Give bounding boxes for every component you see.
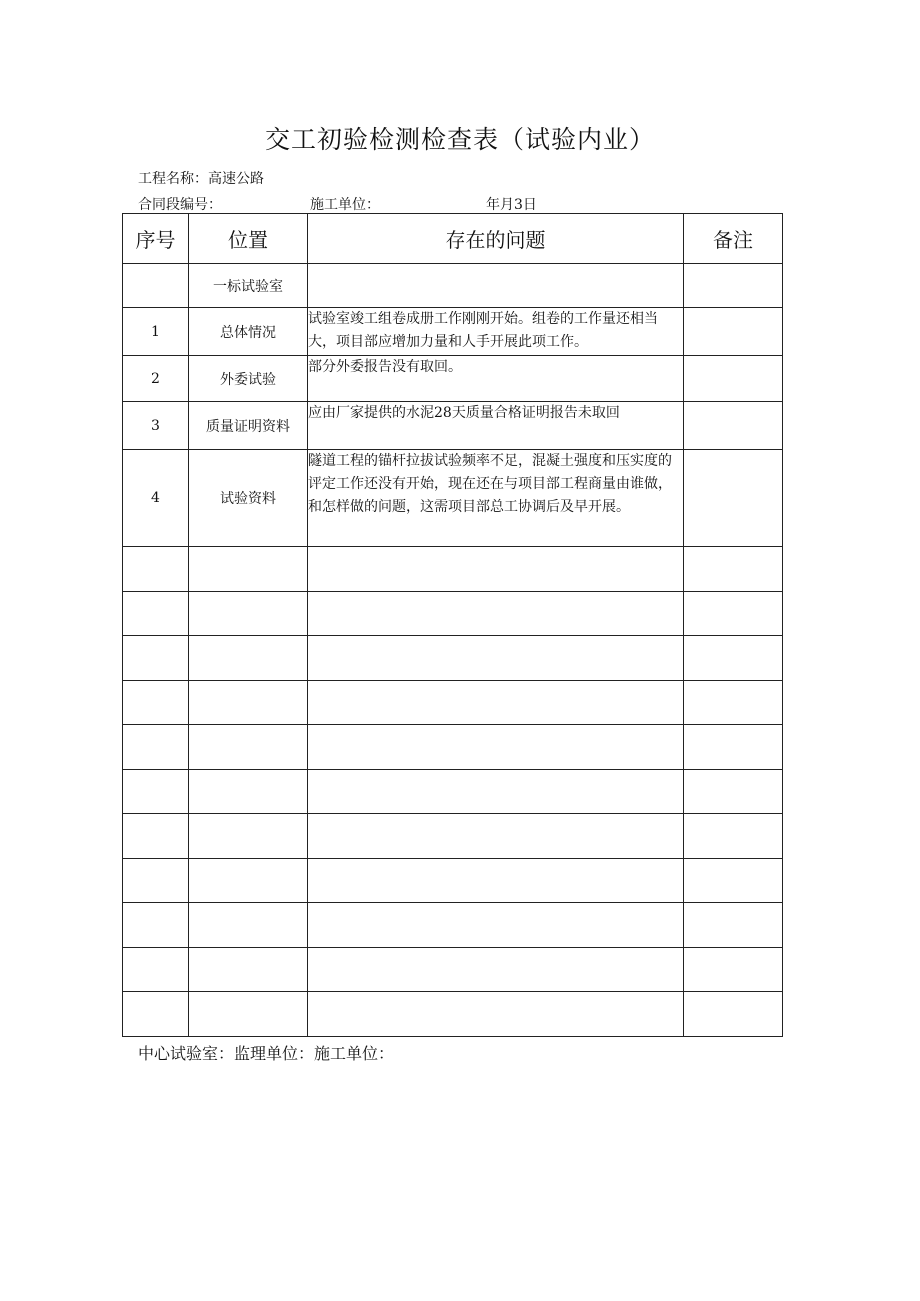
row-note [684,903,783,948]
row-no [123,903,189,948]
table-row [123,903,783,948]
row-note [684,547,783,592]
table-row [123,992,783,1037]
row-issue [308,859,684,903]
row-no [123,264,189,308]
row-location [189,859,308,903]
signature-footer: 中心试验室：监理单位：施工单位： [138,1044,395,1063]
row-note [684,814,783,859]
row-location [189,948,308,992]
table-row [123,859,783,903]
table-row [123,450,783,547]
row-location [189,636,308,681]
row-no [123,547,189,592]
row-location: 外委试验 [189,356,308,402]
table-row [123,681,783,725]
row-no: 1 [123,308,189,356]
table-row [123,636,783,681]
row-note [684,636,783,681]
row-location [189,992,308,1037]
header-location: 位置 [189,214,308,264]
table-row [123,308,783,356]
row-note [684,356,783,402]
table-row [123,592,783,636]
row-issue [308,992,684,1037]
row-no [123,592,189,636]
row-issue [308,264,684,308]
row-issue [308,547,684,592]
table-row [123,814,783,859]
project-name: 工程名称：高速公路 [138,171,264,187]
row-issue: 部分外委报告没有取回。 [308,356,684,402]
row-location [189,770,308,814]
row-location [189,814,308,859]
row-location [189,903,308,948]
row-note [684,308,783,356]
row-issue [308,948,684,992]
row-no [123,814,189,859]
inspection-table [122,213,783,1037]
table-row [123,948,783,992]
row-location [189,681,308,725]
row-location [189,725,308,770]
row-note [684,450,783,547]
row-issue [308,770,684,814]
row-issue [308,903,684,948]
row-note [684,859,783,903]
construction-unit: 施工单位： [310,197,380,213]
row-issue [308,592,684,636]
row-note [684,992,783,1037]
row-no: 2 [123,356,189,402]
row-no [123,859,189,903]
table-header-row [123,214,783,264]
row-no [123,636,189,681]
header-issue: 存在的问题 [308,214,684,264]
table-row [123,770,783,814]
row-no [123,992,189,1037]
row-location: 总体情况 [189,308,308,356]
row-note [684,264,783,308]
row-issue [308,636,684,681]
page-title: 交工初验检测检查表（试验内业） [264,125,655,154]
row-note [684,770,783,814]
header-no: 序号 [123,214,189,264]
table-row [123,547,783,592]
row-location: 试验资料 [189,450,308,547]
row-location [189,592,308,636]
row-issue: 隧道工程的锚杆拉拔试验频率不足，混凝土强度和压实度的评定工作还没有开始，现在还在与项目部工程商量由谁做，和怎样做的问题，这需项目部总工协调后及早开展。 [308,450,684,547]
row-location [189,547,308,592]
row-issue [308,681,684,725]
row-location: 一标试验室 [189,264,308,308]
row-no [123,725,189,770]
header-note: 备注 [684,214,783,264]
table-row [123,356,783,402]
row-no [123,770,189,814]
row-location: 质量证明资料 [189,402,308,450]
table-row [123,725,783,770]
row-no: 4 [123,450,189,547]
row-issue: 应由厂家提供的水泥28天质量合格证明报告未取回 [308,402,684,450]
row-note [684,681,783,725]
table-row [123,264,783,308]
row-issue [308,725,684,770]
row-issue [308,814,684,859]
row-no [123,948,189,992]
row-issue: 试验室竣工组卷成册工作刚刚开始。组卷的工作量还相当大，项目部应增加力量和人手开展此项工作。 [308,308,684,356]
row-note [684,725,783,770]
row-no: 3 [123,402,189,450]
row-no [123,681,189,725]
date: 年月3日 [486,197,537,213]
row-note [684,402,783,450]
table-row [123,402,783,450]
row-note [684,592,783,636]
contract-number: 合同段编号： [138,197,222,213]
row-note [684,948,783,992]
